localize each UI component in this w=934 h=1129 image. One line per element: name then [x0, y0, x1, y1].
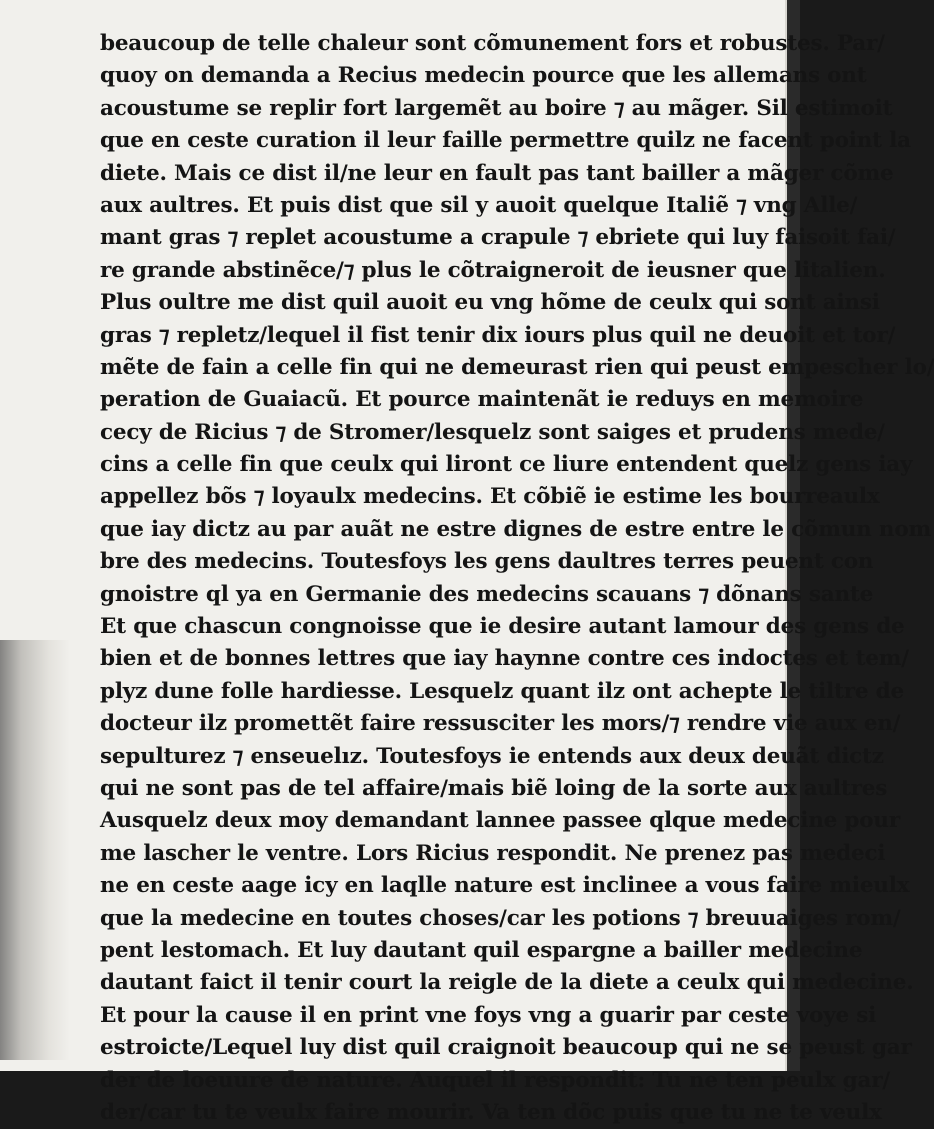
text-line: der de loeuure de nature. Auquel il respondit: Tu ne ten peulx gar/	[100, 1067, 890, 1093]
text-line: cins a celle fin que ceulx qui liront ce liure entendent quelz gens iay	[100, 452, 913, 478]
text-line: aux aultres. Et puis dist que sil y auoit quelque Italiẽ ⁊ vng Alle/	[100, 192, 858, 218]
text-line: me lascher le ventre. Lors Ricius respondit. Ne prenez pas medeci	[100, 840, 886, 866]
text-line: diete. Mais ce dist il/ne leur en fault pas tant bailler a mãger cõme	[100, 160, 894, 186]
text-line: Plus oultre me dist quil auoit eu vng hõme de ceulx qui sont ainsi	[100, 290, 880, 316]
text-line: Ausquelz deux moy demandant lannee passee qlque medecine pour	[100, 808, 900, 834]
text-line: que iay dictz au par auãt ne estre dignes de estre entre le cõmun nom	[100, 516, 932, 542]
text-line: gras ⁊ repletz/lequel il fist tenir dix iours plus quil ne deuoit et tor/	[100, 322, 896, 348]
text-line: appellez bõs ⁊ loyaulx medecins. Et cõbiẽ ie estime les bourreaulx	[100, 484, 880, 510]
text-line: estroicte/Lequel luy dist quil craignoit beaucoup qui ne se peust gar	[100, 1035, 912, 1061]
text-line: que la medecine en toutes choses/car les potions ⁊ breuuaiges rom/	[100, 905, 901, 931]
text-line: docteur ilz promettẽt faire ressusciter les mors/⁊ rendre vie aux en/	[100, 711, 901, 737]
text-line: Et pour la cause il en print vne foys vng a guarir par ceste voye si	[100, 1002, 877, 1028]
text-line: cecy de Ricius ⁊ de Stromer/lesquelz sont saiges et prudens mede/	[100, 419, 885, 445]
text-line: peration de Guaiacũ. Et pource maintenãt ie reduys en memoire	[100, 387, 864, 413]
text-line: mẽte de fain a celle fin qui ne demeurast rien qui peust empescher lo/	[100, 354, 934, 380]
body-text	[100, 28, 934, 1129]
text-line: gnoistre ql ya en Germanie des medecins scauans ⁊ dõnans sante	[100, 581, 874, 607]
text-line: plyz dune folle hardiesse. Lesquelz quant ilz ont achepte le tiltre de	[100, 678, 904, 704]
text-line: que en ceste curation il leur faille permettre quilz ne facent point la	[100, 128, 911, 154]
text-line: bre des medecins. Toutesfoys les gens daultres terres peuent con	[100, 549, 874, 575]
text-line: re grande abstinẽce/⁊ plus le cõtraigneroit de ieusner que litalien.	[100, 257, 886, 283]
text-line: ne en ceste aage icy en laqlle nature est inclinee a vous faire mieulx	[100, 873, 910, 899]
text-line: bien et de bonnes lettres que iay haynne contre ces indoctes et tem/	[100, 646, 909, 672]
text-line: qui ne sont pas de tel affaire/mais biẽ loing de la sorte aux aultres	[100, 775, 888, 801]
text-line: quoy on demanda a Recius medecin pource que les allemans ont	[100, 63, 867, 89]
text-line: acoustume se replir fort largemẽt au boire ⁊ au mãger. Sil estimoit	[100, 95, 893, 121]
torn-margin	[0, 640, 70, 1060]
text-line: dautant faict il tenir court la reigle de la diete a ceulx qui medecine.	[100, 970, 914, 996]
text-line: beaucoup de telle chaleur sont cõmunement fors et robustes. Par/	[100, 31, 885, 56]
text-line: pent lestomach. Et luy dautant quil espargne a bailler medecine	[100, 937, 863, 963]
text-line: sepulturez ⁊ enseuelız. Toutesfoys ie entends aux deux deuãt dictz	[100, 743, 884, 769]
text-line: Et que chascun congnoisse que ie desire autant lamour des gens de	[100, 614, 905, 640]
text-line: der/car tu te veulx faire mourir. Va ten dõc puis que tu ne te veulx	[100, 1099, 882, 1125]
text-line: mant gras ⁊ replet acoustume a crapule ⁊ ebriete qui luy faisoit fai/	[100, 225, 896, 251]
